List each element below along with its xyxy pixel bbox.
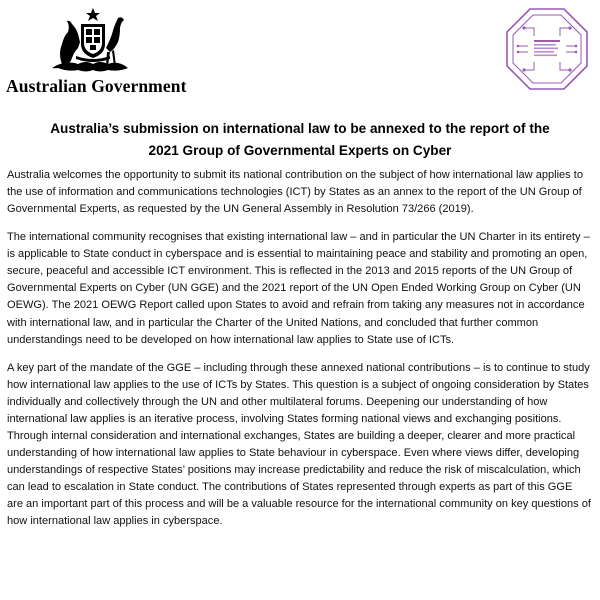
- document-header: [0, 0, 600, 110]
- australian-government-logo: [4, 6, 187, 104]
- government-name: Australian Government: [6, 76, 187, 96]
- document-title: [20, 118, 580, 162]
- document-body: [7, 167, 591, 541]
- coat-of-arms-icon: [48, 6, 138, 74]
- octagon-gge-logo-icon: [504, 6, 590, 92]
- title-line-1: Australia’s submission on international law to be annexed to the report of the: [50, 121, 550, 136]
- paragraph-3: A key part of the mandate of the GGE – including through these annexed national contributions – is to continue to study how international law applies to the use of ICTs by States. This question is a subject of ongoing consideration by States individually and collectively through the UN and other multilateral forums. Deepening our understanding of how international law applies is an iterative process, involving States forming national views and exchanging positions. Through internal consideration and international exchanges, States are building a deeper, clearer and more practical understanding of how international law applies to State behaviour in cyberspace. Even where views differ, developing understandings of respective States’ positions may increase predictability and reduce the risk of miscalculation, which can lead to escalation in State conduct. The contributions of States represented through experts as part of this GGE are an important part of this process and will be a valuable resource for the international community on key questions of how international law applies in cyberspace.: [7, 361, 591, 528]
- paragraph-2: The international community recognises that existing international law – and in particular the UN Charter in its entirety – is applicable to State conduct in cyberspace and is essential to maintaining peace and stability and promoting an open, secure, peaceful and accessible ICT environment. This is reflected in the 2013 and 2015 reports of the UN Group of Governmental Experts on Cyber (UN GGE) and the 2021 report of the UN Open Ended Working Group on Cyber (UN OEWG). The 2021 OEWG Report called upon States to avoid and refrain from taking any measures not in accordance with international law, and in particular the Charter of the United Nations, and concluded that further common understandings need to be developed on how international law applies to State use of ICTs.: [7, 231, 590, 346]
- paragraph-1: Australia welcomes the opportunity to submit its national contribution on the subject of how international law applies to the use of information and communications technologies (ICT) by States as an annex to the report of the UN Group of Governmental Experts, as requested by the UN General Assembly in Resolution 73/266 (2019).: [7, 169, 583, 216]
- title-line-2: 2021 Group of Governmental Experts on Cyber: [148, 143, 452, 158]
